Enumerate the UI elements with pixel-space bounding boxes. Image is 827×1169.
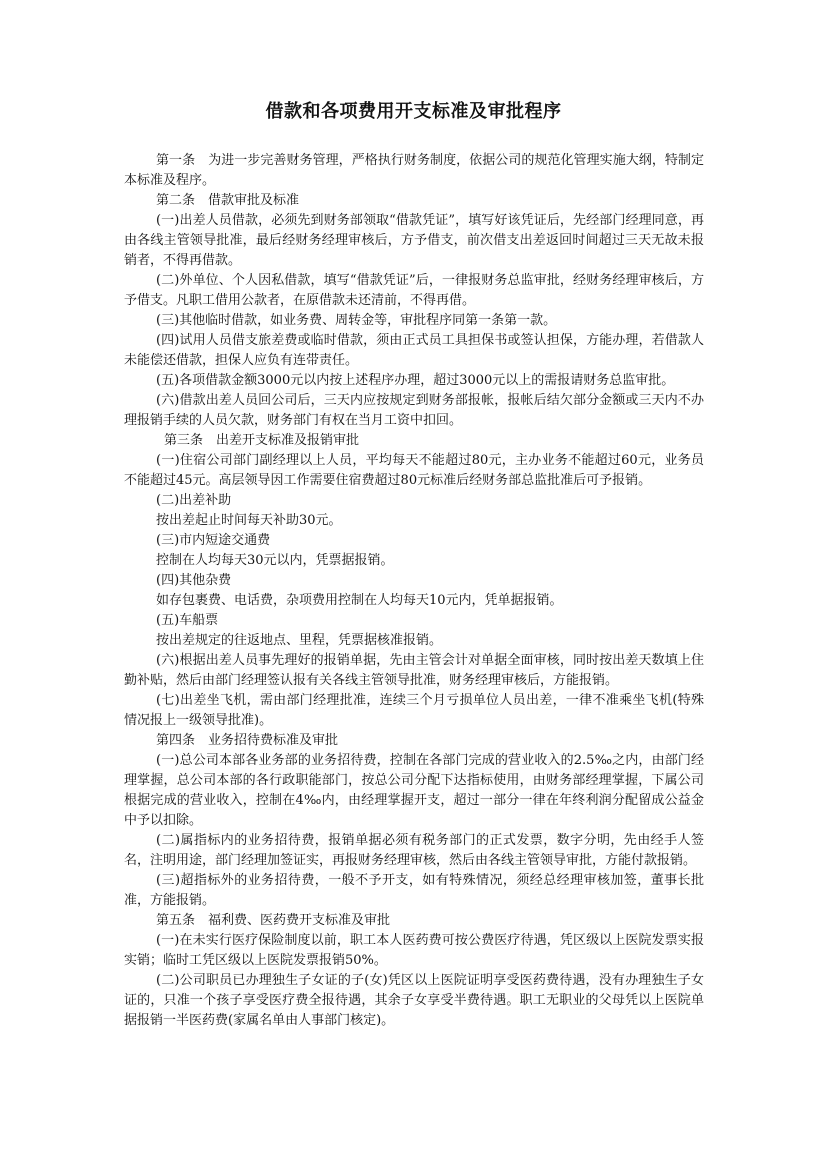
section-heading: 第四条 业务招待费标准及审批 <box>156 733 339 748</box>
paragraph: 按出差规定的往返地点、里程，凭票据核准报销。 <box>156 633 443 648</box>
paragraph: (五)车船票 <box>156 613 219 628</box>
section-heading: 第二条 借款审批及标准 <box>156 193 300 208</box>
paragraph: (二)公司职员已办理独生子女证的子(女)凭区以上医院证明享受医药费待遇，没有办理独生子女证的，只准一个孩子享受医疗费全报待遇，其余子女享受半费待遇。职工无职业的父母凭以上医院单据报销一半医药费(家属名单由人事部门核定)。 <box>124 973 704 1028</box>
paragraph: (二)出差补助 <box>156 493 232 508</box>
paragraph: (一)出差人员借款，必须先到财务部领取“借款凭证”，填写好该凭证后，先经部门经理同意，再由各线主管领导批准，最后经财务经理审核后，方予借支，前次借支出差返回时间超过三天无故未报销者，不得再借款。 <box>124 213 704 268</box>
paragraph: (六)根据出差人员事先理好的报销单据，先由主管会计对单据全面审核，同时按出差天数填上住勤补贴，然后由部门经理签认报有关各线主管领导批准，财务经理审核后，方能报销。 <box>124 653 704 688</box>
paragraph: (六)借款出差人员回公司后，三天内应按规定到财务部报帐，报帐后结欠部分金额或三天内不办理报销手续的人员欠款，财务部门有权在当月工资中扣回。 <box>124 393 704 428</box>
document-body <box>124 151 704 1031</box>
paragraph: (一)总公司本部各业务部的业务招待费，控制在各部门完成的营业收入的2.5‰之内，由部门经理掌握，总公司本部的各行政职能部门，按总公司分配下达指标使用，由财务部经理掌握，下属公司根据完成的营业收入，控制在4‰内，由经理掌握开支，超过一部分一律在年终利润分配留成公益金中予以扣除。 <box>124 753 704 828</box>
section-heading: 第五条 福利费、医药费开支标准及审批 <box>156 913 391 928</box>
paragraph: (七)出差坐飞机，需由部门经理批准，连续三个月亏损单位人员出差，一律不准乘坐飞机(特殊情况报上一级领导批准)。 <box>124 693 704 728</box>
paragraph: (二)外单位、个人因私借款，填写“借款凭证”后，一律报财务总监审批，经财务经理审核后，方予借支。凡职工借用公款者，在原借款未还清前，不得再借。 <box>124 273 704 308</box>
paragraph: (三)市内短途交通费 <box>156 533 271 548</box>
paragraph: (一)在未实行医疗保险制度以前，职工本人医药费可按公费医疗待遇，凭区级以上医院发票实报实销；临时工凭区级以上医院发票报销50%。 <box>124 933 704 968</box>
paragraph: (一)住宿公司部门副经理以上人员，平均每天不能超过80元，主办业务不能超过60元，业务员不能超过45元。高层领导因工作需要住宿费超过80元标准后经财务部总监批准后可予报销。 <box>124 453 704 488</box>
paragraph: (三)超指标外的业务招待费，一般不予开支，如有特殊情况，须经总经理审核加签，董事长批准，方能报销。 <box>124 873 704 908</box>
paragraph: (三)其他临时借款，如业务费、周转金等，审批程序同第一条第一款。 <box>156 313 557 328</box>
paragraph: 控制在人均每天30元以内，凭票据报销。 <box>156 553 394 568</box>
paragraph: (五)各项借款金额3000元以内按上述程序办理，超过3000元以上的需报请财务总监审批。 <box>156 373 675 388</box>
paragraph: (四)试用人员借支旅差费或临时借款，须由正式员工具担保书或签认担保，方能办理，若借款人未能偿还借款，担保人应负有连带责任。 <box>124 333 704 368</box>
paragraph: 如存包裹费、电话费，杂项费用控制在人均每天10元内，凭单据报销。 <box>156 593 563 608</box>
paragraph: (四)其他杂费 <box>156 573 232 588</box>
section-heading: 第三条 出差开支标准及报销审批 <box>164 433 360 448</box>
paragraph: (二)属指标内的业务招待费，报销单据必须有税务部门的正式发票，数字分明，先由经手人签名，注明用途，部门经理加签证实，再报财务经理审核，然后由各线主管领导审批，方能付款报销。 <box>124 833 704 868</box>
document-title: 借款和各项费用开支标准及审批程序 <box>265 101 562 122</box>
paragraph: 第一条 为进一步完善财务管理，严格执行财务制度，依据公司的规范化管理实施大纲，特制定本标准及程序。 <box>124 153 704 188</box>
paragraph: 按出差起止时间每天补助30元。 <box>156 513 342 528</box>
